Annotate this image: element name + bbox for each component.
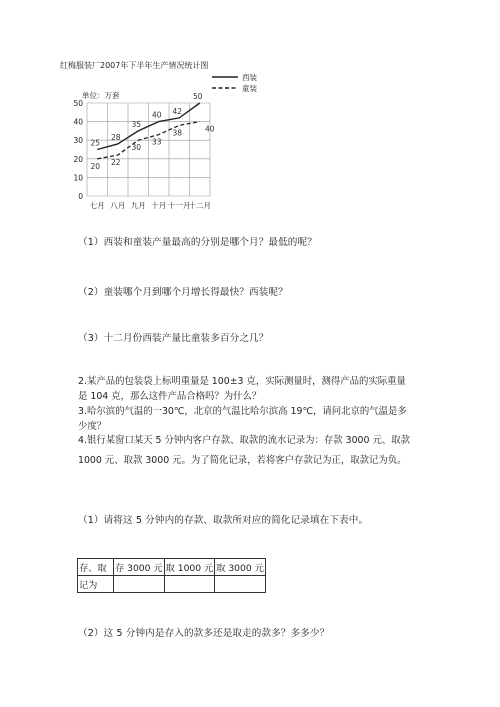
- chart-title: 红梅服装厂2007年下半年生产情况统计图: [60, 61, 209, 70]
- y-tick-label: 50: [73, 99, 83, 108]
- data-label: 42: [172, 106, 183, 116]
- question-3: （3）十二月份西装产量比童装多百分之几？: [78, 333, 269, 344]
- x-tick-label: 十月: [151, 201, 167, 210]
- table-header-cell: 取 3000 元: [215, 559, 266, 576]
- data-label: 25: [90, 138, 101, 148]
- chart-y-ticks: [73, 99, 83, 201]
- y-tick-label: 10: [73, 173, 83, 183]
- data-label: 22: [110, 158, 121, 168]
- table-row-label: 记为: [78, 576, 114, 593]
- data-label: 38: [172, 128, 183, 138]
- data-label: 40: [151, 110, 162, 120]
- x-tick-label: 十二月: [188, 201, 211, 210]
- answer-cell[interactable]: [114, 576, 165, 593]
- y-tick-label: 40: [73, 117, 83, 127]
- data-label: 30: [131, 143, 142, 153]
- question-2: （2）童装哪个月到哪个月增长得最快？西装呢？: [78, 287, 288, 298]
- table-row: [78, 559, 266, 576]
- legend-label: 童装: [242, 84, 257, 93]
- data-label: 33: [151, 137, 162, 147]
- table-header-cell: 存、取: [78, 559, 114, 576]
- production-line-chart: [60, 55, 260, 215]
- table-row: [78, 576, 266, 593]
- x-tick-label: 八月: [110, 201, 126, 210]
- data-label: 50: [192, 92, 203, 101]
- y-tick-label: 30: [73, 136, 83, 146]
- x-tick-label: 七月: [89, 201, 105, 210]
- problem-3-line-2: 少度？: [78, 421, 107, 432]
- x-tick-label: 九月: [130, 201, 146, 210]
- problem-2-line-2: 是 104 克，那么这件产品合格吗？为什么？: [78, 391, 262, 402]
- data-label: 20: [90, 161, 101, 171]
- y-tick-label: 20: [73, 154, 83, 164]
- table-header-cell: 取 1000 元: [164, 559, 215, 576]
- y-tick-label: 0: [78, 192, 83, 201]
- chart-x-labels: [90, 200, 211, 210]
- data-label: 35: [131, 119, 142, 129]
- chart-unit-label: 单位：万套: [82, 91, 120, 100]
- problem-2-line-1: 2.某产品的包装袋上标明重量是 100±3 克，实际测量时，测得产品的实际重量: [78, 376, 406, 387]
- problem-3-line-1: 3.哈尔滨的气温的一30℃，北京的气温比哈尔滨高 19℃，请问北京的气温是多: [78, 406, 407, 417]
- chart-legend: [212, 72, 257, 93]
- record-table: [77, 558, 266, 593]
- answer-cell[interactable]: [215, 576, 266, 593]
- sub-question-2: （2）这 5 分钟内是存入的款多还是取走的款多？多多少？: [78, 628, 330, 639]
- x-tick-label: 十一月: [168, 201, 191, 210]
- data-label: 40: [204, 124, 215, 134]
- chart-grid: [87, 103, 210, 196]
- problem-4-line-2: 1000 元、取款 3000 元。为了简化记录，若将客户存款记为正，取款记为负。: [78, 455, 407, 466]
- data-label: 28: [110, 132, 121, 142]
- answer-cell[interactable]: [164, 576, 215, 593]
- sub-question-1: （1）请将这 5 分钟内的存款、取款所对应的简化记录填在下表中。: [78, 515, 369, 526]
- table-header-cell: 存 3000 元: [114, 559, 165, 576]
- legend-label: 西装: [242, 73, 257, 82]
- question-1: （1）西装和童装产量最高的分别是哪个月？最低的呢？: [78, 237, 317, 248]
- problem-4-line-1: 4.银行某窗口某天 5 分钟内客户存款、取款的流水记录为：存款 3000 元、取款: [78, 435, 410, 446]
